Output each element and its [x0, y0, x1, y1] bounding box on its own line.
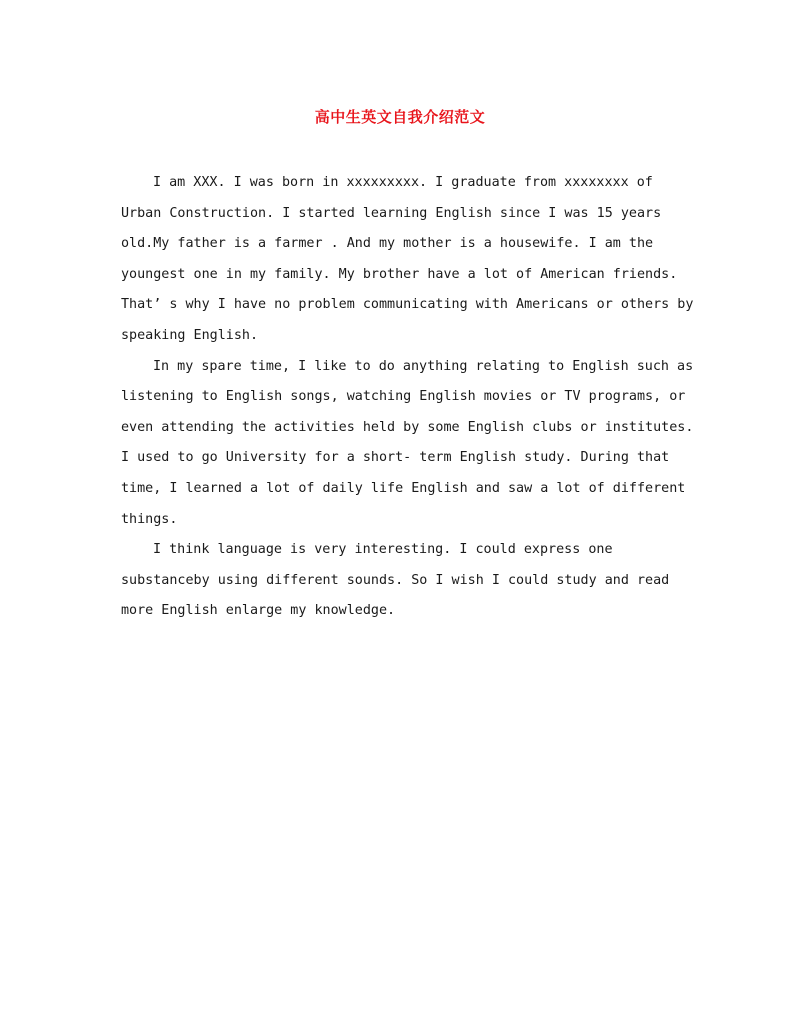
text-line: I think language is very interesting. I could express one — [153, 542, 613, 558]
text-line: That’ s why I have no problem communicating with Americans or others by — [121, 297, 694, 313]
text-line: substanceby using different sounds. So I wish I could study and read — [121, 572, 670, 588]
text-line: things. — [121, 511, 178, 527]
text-line: old.My father is a farmer . And my mother is a housewife. I am the — [121, 236, 654, 252]
document-title: 高中生英文自我介绍范文 — [314, 108, 486, 126]
paragraph-2 — [121, 352, 694, 536]
text-line: In my spare time, I like to do anything relating to English such as — [153, 358, 694, 374]
document-body — [121, 168, 694, 627]
text-line: even attending the activities held by some English clubs or institutes. — [121, 419, 694, 435]
text-line: listening to English songs, watching English movies or TV programs, or — [121, 389, 686, 405]
text-line: I am XXX. I was born in xxxxxxxxx. I graduate from xxxxxxxx of — [153, 175, 653, 190]
text-line: I used to go University for a short- term English study. During that — [121, 450, 670, 466]
paragraph-1 — [121, 168, 694, 352]
text-line: more English enlarge my knowledge. — [121, 603, 396, 619]
text-line: speaking English. — [121, 327, 259, 343]
text-line: youngest one in my family. My brother have a lot of American friends. — [121, 266, 678, 282]
paragraph-3 — [121, 535, 681, 627]
text-line: Urban Construction. I started learning English since I was 15 years — [121, 205, 662, 221]
text-line: time, I learned a lot of daily life English and saw a lot of different — [121, 480, 686, 496]
